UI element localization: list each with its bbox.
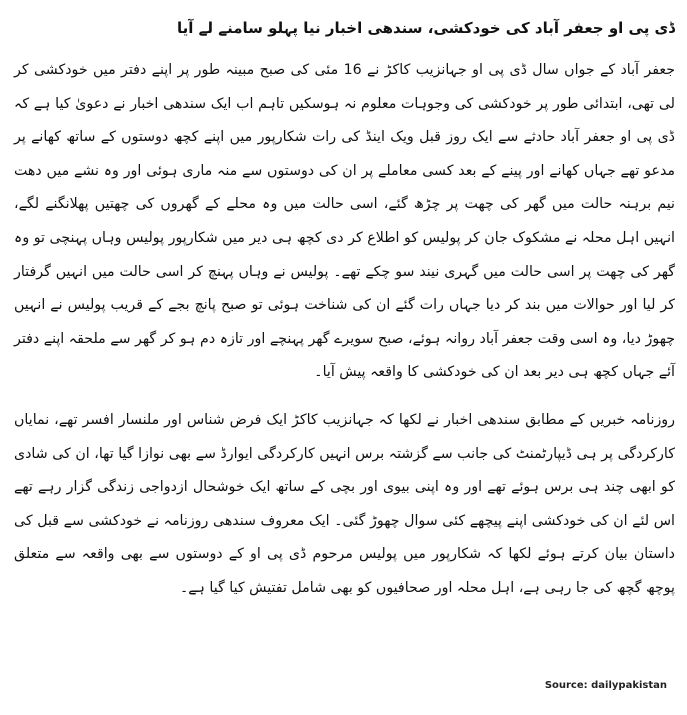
source-credit: Source: dailypakistan [544, 680, 667, 691]
article-paragraph-2: روزنامہ خبریں کے مطابق سندھی اخبار نے لکھا کہ جہانزیب کاکڑ ایک فرض شناس اور ملنسار افسر تھے، نمایاں کارکردگی پر ہی ڈیپارٹمنٹ کی جانب سے گزشتہ برس انہیں کارکردگی ایوارڈ سے بھی نوازا گیا تھا، ان کی شادی کو ابھی چند ہی برس ہوئے تھے اور وہ اپنی بیوی اور بچی کے ساتھ ایک خوشحال ازدواجی زندگی گزار رہے تھے اس لئے ان کی خودکشی اپنے پیچھے کئی سوال چھوڑ گئی۔ ایک معروف سندھی روزنامہ نے خودکشی سے قبل کی داستان بیان کرتے ہوئے لکھا کہ شکارپور میں پولیس مرحوم ڈی پی او کے دوستوں سے بھی واقعہ سے متعلق پوچھ گچھ کی جا رہی ہے، اہل محلہ اور صحافیوں کو بھی شامل تفتیش کیا گیا ہے۔ [14, 411, 675, 596]
article-headline: ڈی پی او جعفر آباد کی خودکشی، سندھی اخبار نیا پہلو سامنے لے آیا [177, 19, 675, 37]
article-paragraph-1: جعفر آباد کے جواں سال ڈی پی او جہانزیب کاکڑ نے 16 مئی کی صبح مبینہ طور پر اپنے دفتر میں خودکشی کر لی تھی، ابتدائی طور پر خودکشی کی وجوہات معلوم نہ ہوسکیں تاہم اب ایک سندھی اخبار نے دعویٰ کیا ہے کہ ڈی پی او جعفر آباد حادثے سے ایک روز قبل ویک اینڈ کی رات شکارپور میں اپنے کچھ دوستوں کے ساتھ کھانے پر مدعو تھے جہاں کھانے اور پینے کے بعد کسی معاملے پر ان کی دوستوں سے منہ ماری ہوئی اور وہ نشے میں دھت نیم برہنہ حالت میں گھر کی چھت پر چڑھ گئے، اسی حالت میں وہ محلے کے گھروں کی چھتیں پھلانگنے لگے، انہیں اہل محلہ نے مشکوک جان کر پولیس کو اطلاع کر دی کچھ ہی دیر میں شکارپور پولیس وہاں پہنچی تو وہ گھر کی چھت پر اسی حالت میں گہری نیند سو چکے تھے۔ پولیس نے وہاں پہنچ کر اسی حالت میں انہیں گرفتار کر لیا اور حوالات میں بند کر دیا جہاں رات گئے ان کی شناخت ہوئی تو صبح پانچ بجے کے قریب پولیس نے انہیں چھوڑ دیا، وہ اسی وقت جعفر آباد روانہ ہوئے، صبح سویرے گھر پہنچے اور تازہ دم ہو کر گھر سے ملحقہ اپنے دفتر آئے جہاں کچھ ہی دیر بعد ان کی خودکشی کا واقعہ پیش آیا۔ [14, 62, 675, 381]
